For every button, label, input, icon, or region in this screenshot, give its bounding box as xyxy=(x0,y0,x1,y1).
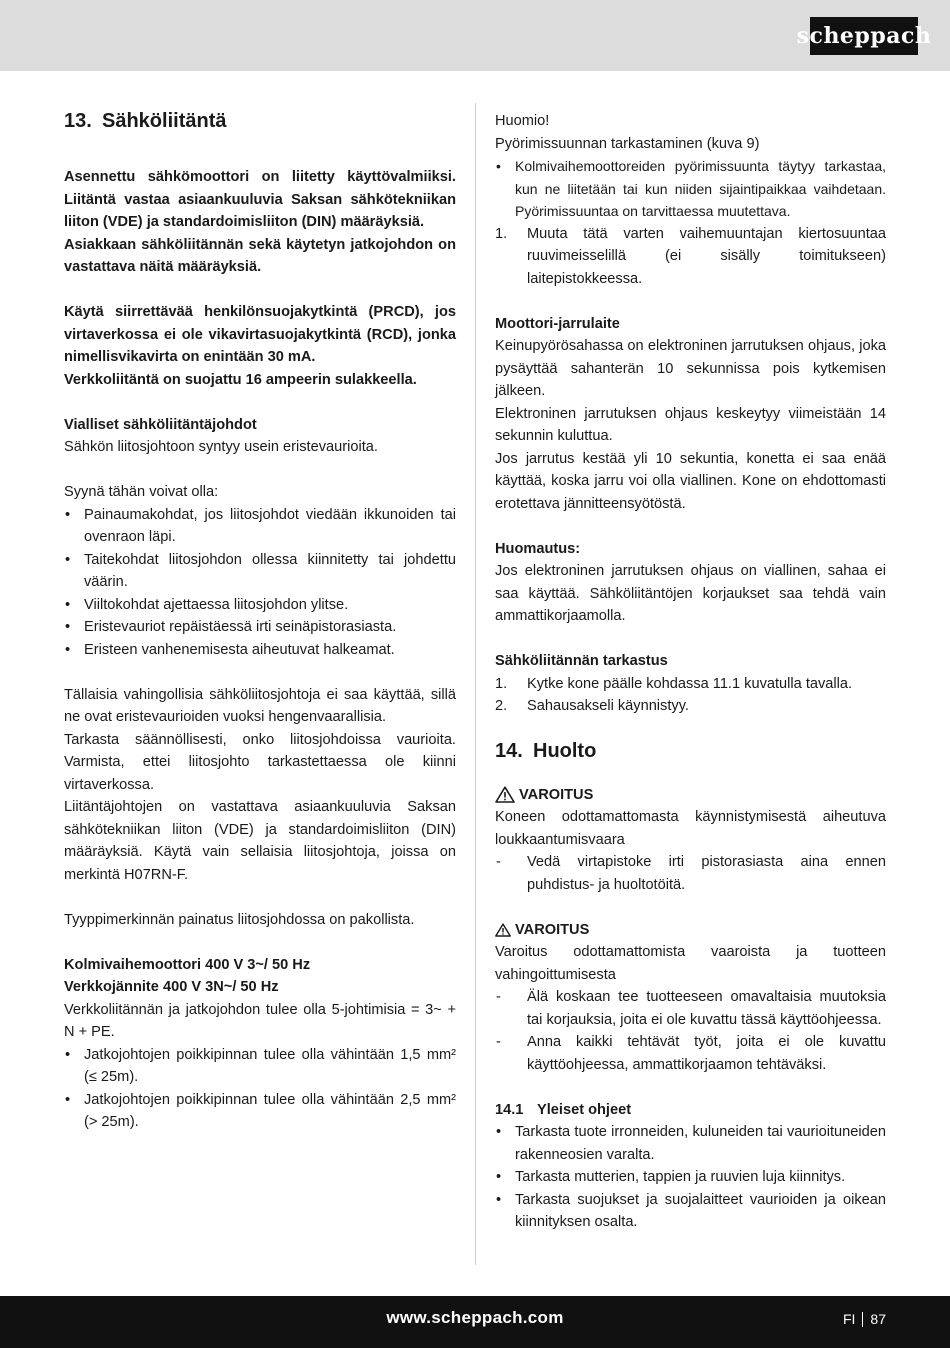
section-heading-13 xyxy=(64,108,456,134)
list-item: • Tarkasta suojukset ja suojalaitteet vaurioiden ja oikean kiinnityksen osalta. xyxy=(495,1189,886,1234)
type-plate-paragraph: Tyyppimerkinnän painatus liitosjohdossa on pakollista. xyxy=(64,911,415,928)
three-phase-text: Verkkoliitännän ja jatkojohdon tulee olla 5-johtimisia = 3~ + N + PE. xyxy=(64,1001,456,1040)
list-item: • Jatkojohtojen poikkipinnan tulee olla vähintään 2,5 mm² (> 25m). xyxy=(64,1089,456,1134)
general-instructions-list xyxy=(495,1121,886,1234)
motor-brake-heading: Moottori-jarrulaite xyxy=(495,315,620,332)
step-text: Muuta tätä varten vaihemuuntajan kiertosuuntaa ruuvimeisselillä (ei sisälly toimitukseen) laitepistokkeessa. xyxy=(527,225,886,287)
note-heading: Huomautus: xyxy=(495,540,581,557)
faulty-cables-text: Sähkön liitosjohtoon syntyy usein eristevaurioita. xyxy=(64,439,378,455)
list-item: - Älä koskaan tee tuotteeseen omavaltaisia muutoksia tai korjauksia, joita ei ole kuvattu tässä käyttöohjeessa. xyxy=(495,986,886,1031)
inspection-paragraph: Tarkasta säännöllisesti, onko liitosjohdoissa vaurioita. Varmista, ettei liitosjohto tarkastettaessa ole kiinni virtaverkossa. xyxy=(64,731,456,793)
step-text: Sahausakseli käynnistyy. xyxy=(527,698,689,714)
brake-paragraph-1: Keinupyörösahassa on elektroninen jarrutuksen ohjaus, joka pysäyttää sahanterän 10 sekunnissa pois kytkemisen jälkeen. xyxy=(495,338,886,399)
causes-list xyxy=(64,504,456,662)
list-item: • Kolmivaihemoottoreiden pyörimissuunta täytyy tarkastaa, kun ne liitetään tai kun niiden sijaintipaikkaa vaihdetaan. Pyörimissuuntaa on tarvittaessa muutettava. xyxy=(495,155,886,223)
three-phase-motor-heading: Kolmivaihemoottori 400 V 3~/ 50 Hz xyxy=(64,956,311,973)
list-item xyxy=(495,223,886,291)
list-item: • Eristevauriot repäistäessä irti seinäpistorasiasta. xyxy=(64,616,456,639)
list-item: • Eristeen vanhenemisesta aiheutuvat halkeamat. xyxy=(64,639,456,662)
rotation-heading: Pyörimissuunnan tarkastaminen (kuva 9) xyxy=(495,135,760,152)
warning-triangle-icon xyxy=(495,923,511,937)
warning-1-text: Koneen odottamattomasta käynnistymisestä aiheutuva loukkaantumisvaara xyxy=(495,809,886,848)
step-number: 1. xyxy=(495,225,508,242)
fuse-paragraph: Verkkoliitäntä on suojattu 16 ampeerin sulakkeella. xyxy=(64,371,417,388)
section-heading-14 xyxy=(495,738,886,764)
intro-paragraph-1: Asennettu sähkömoottori on liitetty käyttövalmiiksi. Liitäntä vastaa asiaankuuluvia Saksan sähkötekniikan liiton (VDE) ja standardoimisliiton (DIN) määräyksiä. xyxy=(64,169,456,230)
list-item: • Tarkasta mutterien, tappien ja ruuvien luja kiinnitys. xyxy=(495,1166,886,1189)
section-title: Sähköliitäntä xyxy=(102,110,227,132)
faulty-cables-heading: Vialliset sähköliitäntäjohdot xyxy=(64,416,257,433)
warning-1-list xyxy=(495,851,886,896)
section-title: Huolto xyxy=(533,739,597,762)
prcd-paragraph: Käytä siirrettävää henkilönsuojakytkintä (PRCD), jos virtaverkossa ei ole vikavirtasuojakytkintä (RCD), jonka nimellisvikavirta on enintään 30 mA. xyxy=(64,304,456,365)
subsection-title: Yleiset ohjeet xyxy=(537,1101,632,1118)
footer-url: www.scheppach.com xyxy=(386,1308,564,1327)
page-number-value: 87 xyxy=(870,1311,886,1327)
rotation-list xyxy=(495,155,886,223)
mains-voltage-heading: Verkkojännite 400 V 3N~/ 50 Hz xyxy=(64,979,279,995)
intro-paragraph-2: Asiakkaan sähköliitännän sekä käytetyn jatkojohdon on vastattava näitä määräyksiä. xyxy=(64,236,456,275)
warning-label: VAROITUS xyxy=(515,921,590,938)
list-item: - Vedä virtapistoke irti pistorasiasta aina ennen puhdistus- ja huoltotöitä. xyxy=(495,851,886,896)
list-item: • Tarkasta tuote irronneiden, kuluneiden tai vaurioituneiden rakenneosien varalta. xyxy=(495,1121,886,1166)
rotation-steps xyxy=(495,223,886,291)
footer-bar xyxy=(0,1296,950,1348)
damaged-cables-paragraph: Tällaisia vahingollisia sähköliitosjohtoja ei saa käyttää, sillä ne ovat eristevaurioiden vuoksi hengenvaarallisia. xyxy=(64,686,456,725)
scheppach-logo: scheppach xyxy=(810,17,918,55)
column-divider xyxy=(475,103,476,1265)
section-number: 14. xyxy=(495,739,523,762)
warning-2-list xyxy=(495,986,886,1076)
check-heading: Sähköliitännän tarkastus xyxy=(495,653,668,669)
list-item: • Viiltokohdat ajettaessa liitosjohdon ylitse. xyxy=(64,594,456,617)
check-steps xyxy=(495,673,886,718)
list-item xyxy=(495,695,886,718)
warning-1-heading xyxy=(495,784,886,807)
warning-2-heading xyxy=(495,919,886,942)
cable-standard-paragraph: Liitäntäjohtojen on vastattava asiaankuuluvia Saksan sähkötekniikan liiton (VDE) ja standardoimisliiton (DIN) määräyksiä. Käytä vain sellaisia liitosjohtoja, joissa on merkintä H07RN-F. xyxy=(64,799,456,883)
page-separator xyxy=(862,1312,863,1327)
right-column xyxy=(495,110,886,1234)
left-column xyxy=(64,108,456,1134)
step-number: 2. xyxy=(495,698,508,714)
note-text: Jos elektroninen jarrutuksen ohjaus on viallinen, sahaa ei saa käyttää. Sähköliitäntöjen korjaukset saa tehdä vain ammattikorjaamolla. xyxy=(495,563,886,624)
list-item: - Anna kaikki tehtävät työt, joita ei ole kuvattu käyttöohjeessa, ammattikorjaamon tehtäväksi. xyxy=(495,1031,886,1076)
attention-label: Huomio! xyxy=(495,113,550,129)
warning-label: VAROITUS xyxy=(519,786,594,803)
page-number xyxy=(843,1308,886,1331)
subsection-number: 14.1 xyxy=(495,1101,524,1118)
cross-section-list xyxy=(64,1044,456,1134)
step-text: Kytke kone päälle kohdassa 11.1 kuvatulla tavalla. xyxy=(527,675,853,692)
language-code: FI xyxy=(842,1311,856,1327)
brake-paragraph-2: Elektroninen jarrutuksen ohjaus keskeytyy viimeistään 14 sekunnin kuluttua. xyxy=(495,405,886,444)
list-item xyxy=(495,673,886,696)
section-number: 13. xyxy=(64,110,92,132)
list-item: • Jatkojohtojen poikkipinnan tulee olla vähintään 1,5 mm² (≤ 25m). xyxy=(64,1044,456,1089)
warning-triangle-icon xyxy=(495,786,515,803)
warning-2-text: Varoitus odottamattomista vaaroista ja tuotteen vahingoittumisesta xyxy=(495,944,886,983)
list-item: • Taitekohdat liitosjohdon ollessa kiinnitetty tai johdettu väärin. xyxy=(64,549,456,594)
subsection-heading-14-1 xyxy=(495,1099,886,1122)
list-item: • Painaumakohdat, jos liitosjohdot viedään ikkunoiden tai ovenraon läpi. xyxy=(64,504,456,549)
step-number: 1. xyxy=(495,675,508,692)
causes-intro: Syynä tähän voivat olla: xyxy=(64,484,219,500)
brake-paragraph-3: Jos jarrutus kestää yli 10 sekuntia, konetta ei saa enää käyttää, koska jarru voi olla viallinen. Kone on ehdottomasti erotettava jännitteensyötöstä. xyxy=(495,450,886,512)
